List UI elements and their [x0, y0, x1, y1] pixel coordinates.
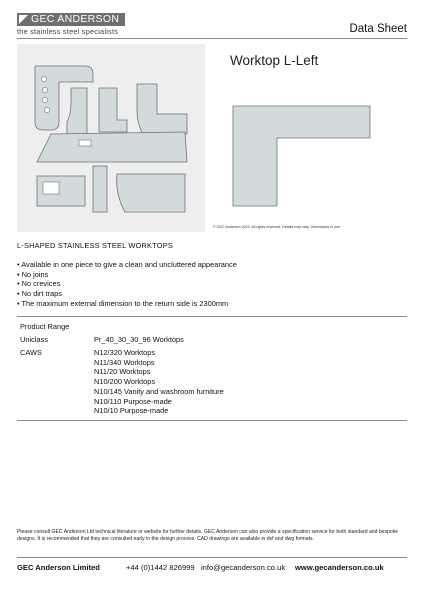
list-item: N11/20 Worktops	[94, 367, 151, 377]
list-item: N10/110 Purpose-made	[94, 396, 172, 406]
product-drawing	[210, 44, 407, 232]
list-item: N10/10 Purpose-made	[94, 406, 169, 416]
document-type: Data Sheet	[349, 23, 407, 35]
list-item: • No dirt traps	[17, 289, 237, 299]
footer-company: GEC Anderson Limited	[17, 563, 100, 572]
list-item: N10/200 Worktops	[94, 377, 156, 387]
logo-mark-icon	[19, 15, 28, 24]
footer-phone[interactable]: +44 (0)1442 826999	[126, 563, 195, 572]
footer-email[interactable]: info@gecanderson.co.uk	[201, 563, 286, 572]
list-item: N11/340 Worktops	[94, 357, 155, 367]
product-range-heading: Product Range	[20, 322, 70, 331]
brand-tagline: the stainless steel specialists	[17, 27, 119, 36]
feature-list	[17, 260, 237, 309]
worktop-shapes-illustration	[17, 44, 205, 232]
footer-website[interactable]: www.gecanderson.co.uk	[295, 563, 384, 572]
footer-divider	[17, 557, 407, 558]
list-item: N10/145 Vanity and washroom furniture	[94, 386, 224, 396]
list-item: • No joins	[17, 270, 237, 280]
uniclass-label: Uniclass	[20, 335, 48, 344]
brand-name: GEC ANDERSON	[31, 13, 120, 25]
section-heading: L-SHAPED STAINLESS STEEL WORKTOPS	[17, 241, 173, 250]
list-item: • No crevices	[17, 279, 237, 289]
footnote-text: Please consult GEC Anderson Ltd technical literature or website for further details. GEC Anderson can also provide a specification service for both standard and bespoke designs. It is recommended that they are consulted early in the design process. CAD drawings are available in dxf and dwg formats.	[17, 529, 399, 543]
worktops-collection-image	[17, 44, 205, 232]
header-divider	[17, 38, 407, 39]
l-left-worktop-shape	[210, 44, 407, 232]
range-divider-bottom	[17, 420, 407, 421]
product-title: Worktop L-Left	[230, 53, 319, 68]
copyright-notice: © GEC Anderson 2022. All rights reserved. Details may vary. Dimensions in mm.	[213, 225, 342, 229]
uniclass-value: Pr_40_30_30_96 Worktops	[94, 335, 184, 344]
caws-values	[94, 348, 224, 416]
caws-label: CAWS	[20, 348, 42, 357]
list-item: • The maximum external dimension to the return side is 2300mm	[17, 299, 237, 309]
list-item: • Available in one piece to give a clean and uncluttered appearance	[17, 260, 237, 270]
list-item: N12/320 Worktops	[94, 348, 156, 357]
brand-logo	[17, 13, 125, 26]
range-divider-top	[17, 316, 407, 317]
